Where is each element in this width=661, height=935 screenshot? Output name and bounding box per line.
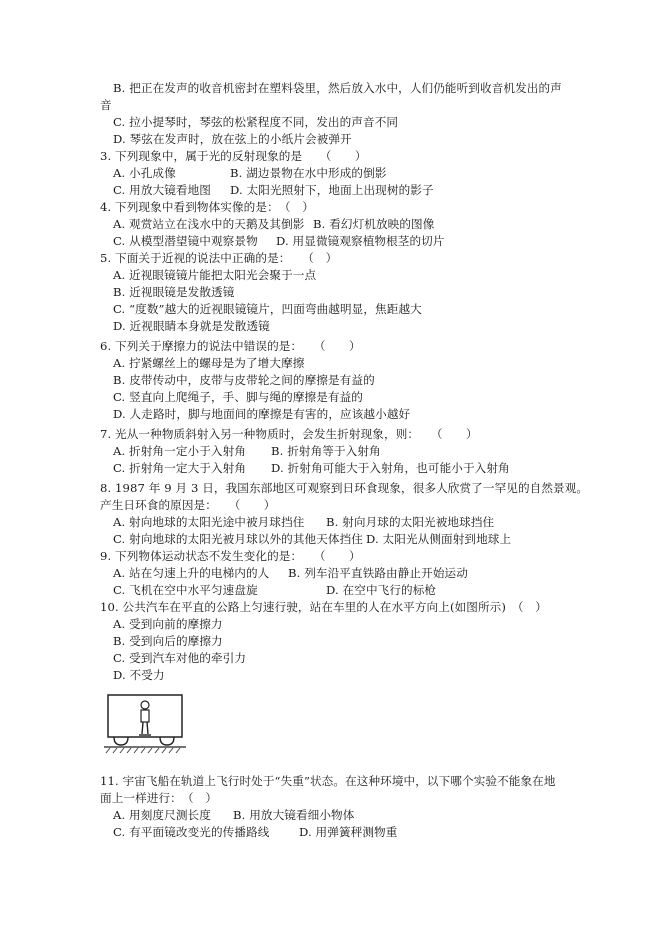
q4-option-c: C. 从模型潜望镜中观察景物 [113, 234, 258, 248]
q7-option-d: D. 折射角可能大于入射角，也可能小于入射角 [271, 461, 510, 475]
q7-option-b: B. 折射角等于入射角 [271, 444, 381, 458]
q6-option-c: C. 竖直向上爬绳子，手、脚与绳的摩擦是有益的 [113, 390, 364, 404]
q9-options-cd [113, 582, 436, 599]
q2-option-b-line1: B. 把正在发声的收音机密封在塑料袋里，然后放入水中，人们仍能听到收音机发出的声 [113, 81, 562, 95]
q4-option-d: D. 用显微镜观察植物根茎的切片 [276, 234, 445, 248]
bus-wheel-left [114, 737, 128, 745]
person-leg-right [147, 722, 148, 734]
q3-option-d: D. 太阳光照射下，地面上出现树的影子 [230, 183, 434, 197]
q7-options-cd [113, 460, 510, 477]
q9-option-b: B. 列车沿平直铁路由静止开始运动 [288, 566, 468, 580]
q6-option-b: B. 皮带传动中，皮带与皮带轮之间的摩擦是有益的 [113, 373, 375, 387]
q7-option-a: A. 折射角一定小于入射角 [113, 444, 246, 458]
q9-option-c: C. 飞机在空中水平匀速盘旋 [113, 583, 258, 597]
question-7: 7. 光从一种物质斜射入另一种物质时，会发生折射现象，则： （ ） [100, 427, 478, 441]
question-8-line2: 产生日环食的原因是： （ ） [100, 498, 276, 512]
q3-options-cd [113, 182, 434, 199]
road-hatching [106, 748, 180, 753]
q5-option-a: A. 近视眼镜镜片能把太阳光会聚于一点 [113, 268, 317, 282]
q7-option-c: C. 折射角一定大于入射角 [113, 461, 247, 475]
q2-option-d: D. 琴弦在发声时，放在弦上的小纸片会被弹开 [113, 132, 352, 146]
q7-options-ab [113, 443, 381, 460]
question-5: 5. 下面关于近视的说法中正确的是： （ ） [100, 251, 338, 265]
q11-options-ab [113, 807, 354, 824]
person-torso [141, 710, 149, 722]
q5-option-b: B. 近视眼镜是发散透镜 [113, 285, 235, 299]
q4-options-cd [113, 233, 445, 250]
q6-option-d: D. 人走路时，脚与地面间的摩擦是有害的，应该越小越好 [113, 407, 411, 421]
q4-option-a: A. 观赏站立在浅水中的天鹅及其倒影 [113, 217, 305, 231]
bus-person-figure [104, 693, 186, 755]
q3-option-a: A. 小孔成像 [113, 166, 176, 180]
person-leg-left [142, 722, 143, 734]
q2-option-b-line2: 音 [100, 98, 112, 112]
question-11-line2: 面上一样进行： （ ） [100, 791, 218, 805]
q11-option-d: D. 用弹簧秤测物重 [299, 825, 398, 839]
q10-option-d: D. 不受力 [113, 668, 165, 682]
q8-options-cd [113, 531, 511, 548]
question-10: 10. 公共汽车在平直的公路上匀速行驶，站在车里的人在水平方向上(如图所示) （ ） [100, 600, 547, 614]
q10-option-a: A. 受到向前的摩擦力 [113, 617, 223, 631]
question-8-line1: 8. 1987 年 9 月 3 日，我国东部地区可观察到日环食现象，很多人欣赏了一罕见的自然景观。 [100, 481, 589, 495]
q6-option-a: A. 拧紧螺丝上的螺母是为了增大摩擦 [113, 356, 305, 370]
q9-option-d: D. 在空中飞行的标枪 [326, 583, 437, 597]
question-9: 9. 下列物体运动状态不发生变化的是： （ ） [100, 549, 361, 563]
q9-option-a: A. 站在匀速上升的电梯内的人 [113, 566, 270, 580]
q5-option-d: D. 近视眼睛本身就是发散透镜 [113, 319, 270, 333]
bus-wheel-right [160, 737, 174, 745]
q8-option-d: D. 太阳光从侧面射到地球上 [366, 532, 512, 546]
q5-option-c: C. “度数”越大的近视眼镜镜片，凹面弯曲越明显，焦距越大 [113, 302, 422, 316]
q4-options-ab [113, 216, 434, 233]
q9-options-ab [113, 565, 468, 582]
q8-option-b: B. 射向月球的太阳光被地球挡住 [326, 515, 495, 529]
q11-option-a: A. 用刻度尺测长度 [113, 808, 211, 822]
q8-options-ab [113, 514, 494, 531]
q10-option-b: B. 受到向后的摩擦力 [113, 634, 223, 648]
q3-option-b: B. 湖边景物在水中形成的倒影 [230, 166, 387, 180]
q10-option-c: C. 受到汽车对他的牵引力 [113, 651, 247, 665]
q4-option-b: B. 看幻灯机放映的图像 [313, 217, 435, 231]
q3-option-c: C. 用放大镜看地图 [113, 183, 211, 197]
question-4: 4. 下列现象中看到物体实像的是： （ ） [100, 200, 314, 214]
q8-option-a: A. 射向地球的太阳光途中被月球挡住 [113, 515, 305, 529]
q8-option-c: C. 射向地球的太阳光被月球以外的其他天体挡住 [113, 532, 364, 546]
q2-option-c: C. 拉小提琴时，琴弦的松紧程度不同，发出的声音不同 [113, 115, 399, 129]
q11-option-c: C. 有平面镜改变光的传播路线 [113, 825, 270, 839]
question-11-line1: 11. 宇宙飞船在轨道上飞行时处于“失重”状态。在这种环境中，以下哪个实验不能象在地 [100, 774, 556, 788]
question-6: 6. 下列关于摩擦力的说法中错误的是： （ ） [100, 339, 361, 353]
q11-options-cd [113, 824, 397, 841]
q11-option-b: B. 用放大镜看细小物体 [233, 808, 355, 822]
q3-options-ab [113, 165, 387, 182]
question-3: 3. 下列现象中，属于光的反射现象的是 （ ） [100, 149, 367, 163]
person-head [141, 701, 149, 709]
